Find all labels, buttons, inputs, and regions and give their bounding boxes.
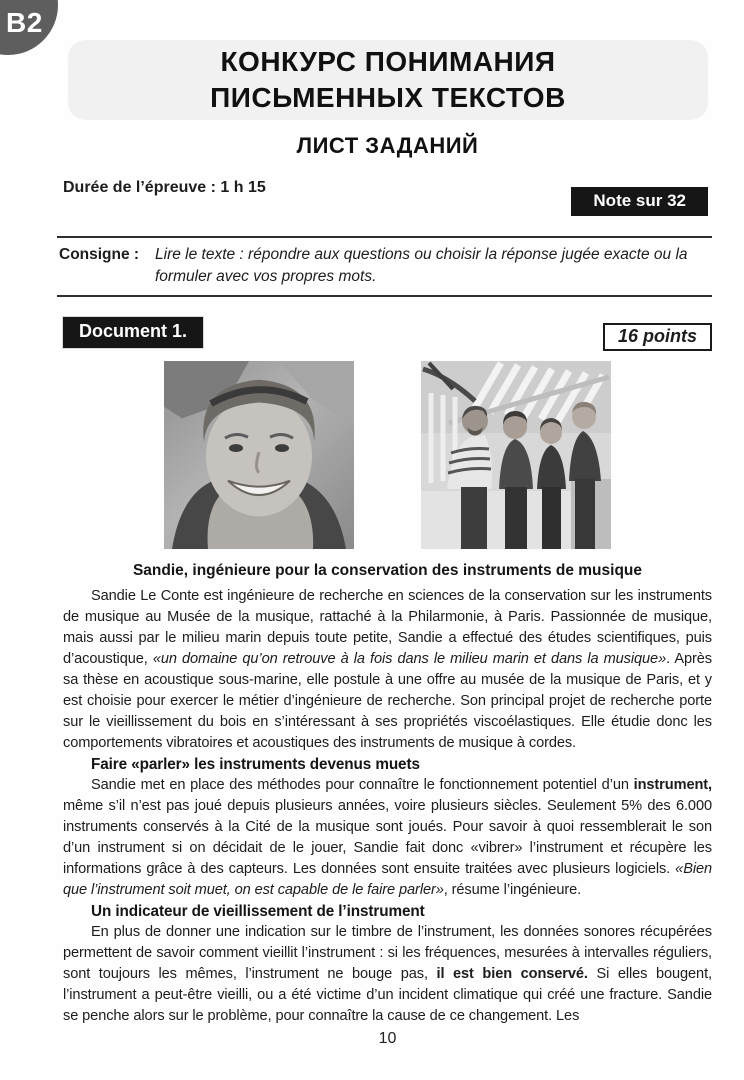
level-badge — [0, 0, 58, 55]
document-badge: Document 1. — [63, 317, 203, 348]
duration-row — [63, 177, 712, 216]
title-banner — [68, 40, 708, 120]
consigne-block — [57, 236, 712, 297]
paragraph: En plus de donner une indication sur le timbre de l’instrument, les données sonores récupérées permettent de savoir comment vieillit l’instrument : si les fréquences, mesurées à intervalles réguliers, sont toujours les mêmes, l’instrument ne bouge pas, il est bien conservé. Si elles bougent, l’instrument a peut-être vieilli, ou a été victime d’un incident climatique qui créé une fracture. Sandie se penche alors sur le problème, pour connaître la cause de ce changement. Les — [63, 924, 712, 1024]
article-body — [63, 586, 712, 1027]
paragraph: Sandie Le Conte est ingénieure de recherche en sciences de la conservation sur les instruments de musique au Musée de la musique, rattaché à la Philarmonie, à Paris. Passionnée de musique, mais aussi par le milieu marin depuis toute petite, Sandie a effectué des études scientifiques, puis d’acoustique, «un domaine qu’on retrouve à la fois dans le milieu marin et dans la musique». Après sa thèse en acoustique sous-marine, elle postule à une offre au musée de la musique de Paris, et y est choisie pour exercer le métier d’ingénieure de recherche. Son principal projet de recherche porte sur le vieillissement du bois en s’intéressant à ses propriétés viscoélastiques. Elle étudie donc les comportements vibratoires et acoustiques des instruments de musique à cordes. — [63, 588, 712, 751]
section-heading: Faire «parler» les instruments devenus muets — [91, 756, 420, 773]
note-badge: Note sur 32 — [571, 187, 708, 216]
section-heading: Un indicateur de vieillissement de l’instrument — [91, 903, 425, 920]
page-title-line1: КОНКУРС ПОНИМАНИЯ — [220, 46, 556, 77]
points-badge: 16 points — [603, 323, 712, 351]
consigne-label: Consigne : — [59, 246, 140, 263]
article-title: Sandie, ingénieure pour la conservation des instruments de musique — [132, 562, 643, 579]
document-row — [63, 317, 712, 351]
page-number: 10 — [378, 1030, 397, 1047]
level-badge-label: B2 — [6, 7, 43, 38]
photos-row — [63, 361, 712, 549]
group-photo — [421, 361, 611, 549]
subtitle: ЛИСТ ЗАДАНИЙ — [296, 133, 479, 158]
paragraph: Sandie met en place des méthodes pour connaître le fonctionnement potentiel d’un instrument, même s’il n’est pas joué depuis plusieurs années, voire plusieurs siècles. Seulement 5% des 6.000 instruments conservés à la Cité de la musique sont joués. Pour savoir à quoi ressemblerait le son d’un instrument si on décidait de le jouer, Sandie fait donc «vibrer» l’instrument et récupère les informations grâce à des capteurs. Les données sont ensuite traitées avec plusieurs logiciels. «Bien que l’instrument soit muet, on est capable de le faire parler», résume l’ingénieure. — [63, 777, 712, 898]
duration-label: Durée de l’épreuve : 1 h 15 — [63, 179, 266, 196]
consigne-text: Lire le texte : répondre aux questions ou choisir la réponse jugée exacte ou la formuler avec vos propres mots. — [155, 246, 688, 285]
portrait-photo — [164, 361, 354, 549]
page-title-line2: ПИСЬМЕННЫХ ТЕКСТОВ — [210, 82, 566, 113]
